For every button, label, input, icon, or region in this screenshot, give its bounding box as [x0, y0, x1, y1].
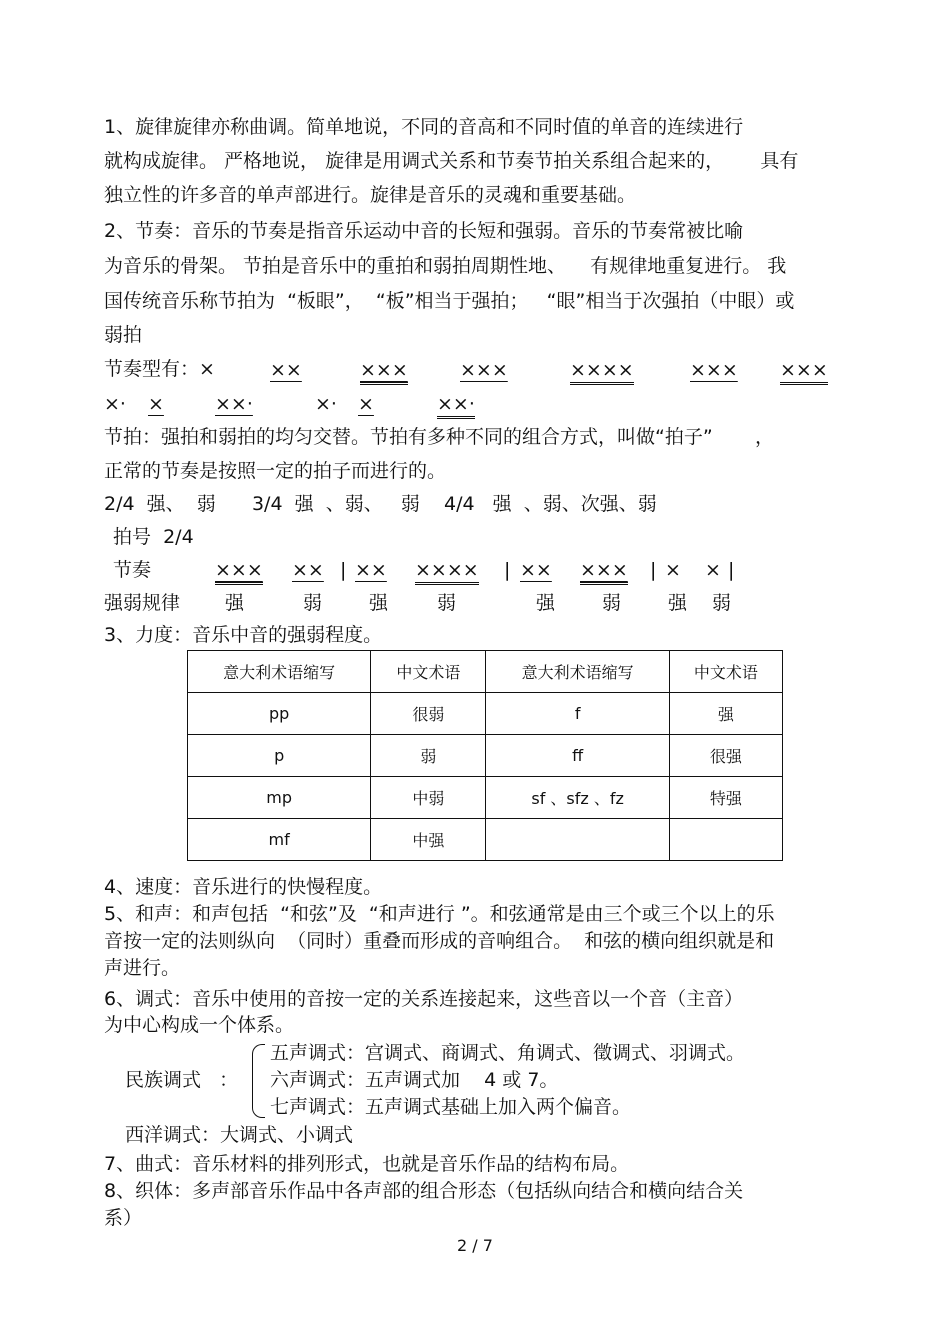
rhythm-type: × [358, 393, 374, 415]
rhythm-type: × [148, 393, 164, 415]
rhythm-type: ×× [270, 359, 302, 381]
para8-line1: 8、织体：多声部音乐作品中各声部的组合形态（包括纵向结合和横向结合关 [104, 1180, 744, 1202]
table-cell: pp [188, 693, 371, 735]
meter-patterns: 2/4 强、 弱 3/4 强 、弱、 弱 4/4 强 、弱、次强、弱 [104, 493, 657, 515]
table-header: 中文术语 [669, 651, 782, 693]
table-cell: mp [188, 777, 371, 819]
table-header-row [188, 651, 783, 693]
dynamics-table [187, 650, 783, 861]
table-cell: 弱 [371, 735, 486, 777]
folk-mode-item: 七声调式：五声调式基础上加入两个偏音。 [270, 1096, 632, 1118]
barline: | [504, 559, 511, 581]
strength-mark: 弱 [437, 592, 457, 614]
para5-line2: 音按一定的法则纵向 （同时）重叠而形成的音响组合。 和弦的横向组织就是和 [104, 930, 775, 952]
table-header: 意大利术语缩写 [486, 651, 669, 693]
table-cell: f [486, 693, 669, 735]
page-number: 2 / 7 [457, 1236, 493, 1255]
strength-mark: 弱 [602, 592, 622, 614]
rhythm-type: ×· [315, 393, 337, 415]
table-row [188, 693, 783, 735]
barline: | [650, 559, 657, 581]
para2-line2: 为音乐的骨架。 节拍是音乐中的重拍和弱拍周期性地、 有规律地重复进行。 我 [104, 255, 787, 277]
folk-mode-item: 六声调式：五声调式加 4 或 7。 [270, 1069, 559, 1091]
para7-line1: 7、曲式：音乐材料的排列形式，也就是音乐作品的结构布局。 [104, 1153, 630, 1175]
strength-mark: 强 [369, 592, 389, 614]
table-cell: p [188, 735, 371, 777]
strength-mark: 强 [225, 592, 245, 614]
rhythm-group: × [665, 559, 681, 581]
brace [252, 1044, 265, 1118]
rhythm-group: × [705, 559, 721, 581]
strength-mark: 弱 [712, 592, 732, 614]
rhythm-type: ××× [690, 359, 738, 381]
rhythm-type: ××× [780, 358, 828, 385]
strength-label: 强弱规律 [104, 592, 181, 614]
rhythm-type: ××× [360, 358, 408, 385]
folk-mode-item: 五声调式：宫调式、商调式、角调式、徵调式、羽调式。 [270, 1042, 746, 1064]
rhythm-group: ×× [520, 559, 552, 581]
para5-line1: 5、和声：和声包括 “和弦”及 “和声进行 ”。和弦通常是由三个或三个以上的乐 [104, 903, 775, 925]
rhythm-group: ×× [292, 559, 324, 581]
rhythm-group: ××× [580, 558, 628, 585]
rhythm-type: ××× [460, 359, 508, 381]
table-row [188, 777, 783, 819]
strength-mark: 强 [668, 592, 688, 614]
strength-mark: 弱 [303, 592, 323, 614]
para2-line1: 2、节奏：音乐的节奏是指音乐运动中音的长短和强弱。音乐的节奏常被比喻 [104, 220, 744, 242]
rhythm-group: ×××× [415, 558, 479, 585]
folk-modes-label: 民族调式 ： [125, 1069, 239, 1091]
para1-line1: 1、旋律旋律亦称曲调。简单地说，不同的音高和不同时值的单音的连续进行 [104, 116, 744, 138]
meter-line2: 正常的节奏是按照一定的拍子而进行的。 [104, 460, 447, 482]
table-cell: 特强 [669, 777, 782, 819]
rhythm-label: 节奏 [113, 559, 152, 581]
para1-line3: 独立性的许多音的单声部进行。旋律是音乐的灵魂和重要基础。 [104, 184, 637, 206]
table-cell: ff [486, 735, 669, 777]
para6-line2: 为中心构成一个体系。 [104, 1014, 295, 1036]
rhythm-type: ××· [215, 393, 253, 415]
rhythm-group: ×× [355, 559, 387, 581]
para5-line3: 声进行。 [104, 957, 181, 979]
meter-line1: 节拍：强拍和弱拍的均匀交替。节拍有多种不同的组合方式，叫做“拍子” ， [104, 426, 774, 448]
table-cell: 中弱 [371, 777, 486, 819]
rhythm-type: ××· [437, 392, 475, 419]
table-header: 中文术语 [371, 651, 486, 693]
barline: | [340, 559, 347, 581]
table-header: 意大利术语缩写 [188, 651, 371, 693]
table-row [188, 735, 783, 777]
time-signature: 拍号 2/4 [113, 526, 194, 548]
para3-title: 3、力度：音乐中音的强弱程度。 [104, 624, 383, 646]
table-cell: 很弱 [371, 693, 486, 735]
para4-line1: 4、速度：音乐进行的快慢程度。 [104, 876, 383, 898]
table-cell: 强 [669, 693, 782, 735]
table-cell: sf 、sfz 、fz [486, 777, 669, 819]
rhythm-group: ××× [215, 558, 263, 585]
table-cell [486, 819, 669, 861]
table-cell [669, 819, 782, 861]
table-cell: mf [188, 819, 371, 861]
western-modes: 西洋调式：大调式、小调式 [125, 1124, 354, 1146]
table-cell: 中强 [371, 819, 486, 861]
para1-line2: 就构成旋律。 严格地说， 旋律是用调式关系和节奏节拍关系组合起来的， 具有 [104, 150, 799, 172]
para8-line2: 系） [104, 1207, 143, 1229]
para6-line1: 6、调式：音乐中使用的音按一定的关系连接起来，这些音以一个音（主音） [104, 988, 744, 1010]
barline: | [728, 559, 735, 581]
rhythm-type: ×· [104, 393, 126, 415]
table-cell: 很强 [669, 735, 782, 777]
rhythm-types-label: 节奏型有：× [104, 358, 215, 380]
table-row [188, 819, 783, 861]
para2-line4: 弱拍 [104, 324, 143, 346]
strength-mark: 强 [536, 592, 556, 614]
rhythm-type: ×××× [570, 358, 634, 385]
para2-line3: 国传统音乐称节拍为 “板眼”， “板”相当于强拍； “眼”相当于次强拍（中眼）或 [104, 290, 795, 312]
